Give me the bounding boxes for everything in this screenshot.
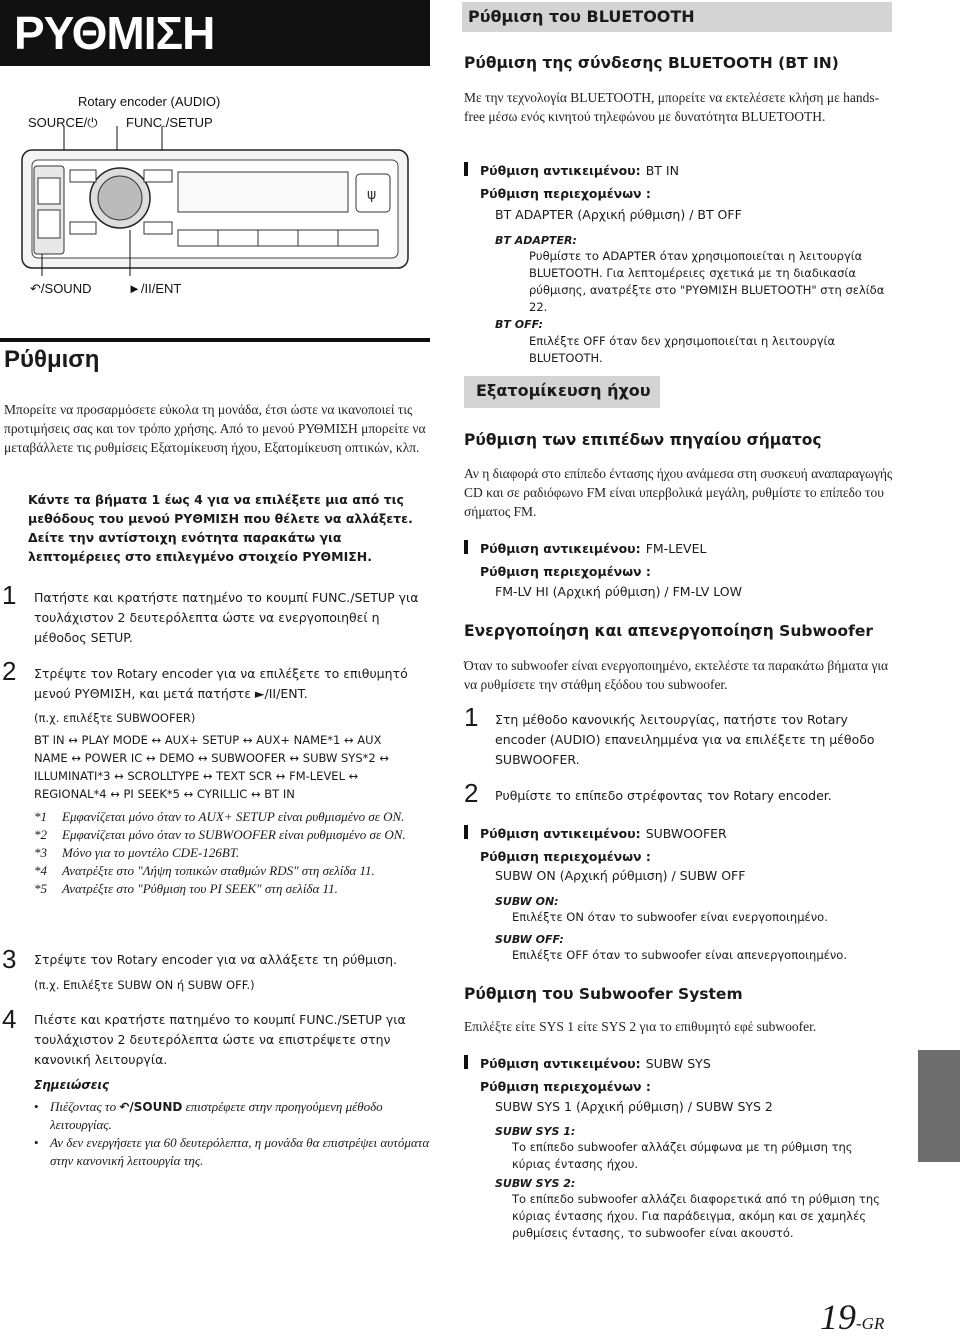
step-1-text: Πατήστε και κρατήστε πατημένο το κουμπί FUNC./SETUP για τουλάχιστον 2 δευτερόλεπτα ώστε να ενεργοποιηθεί η μέθοδος SETUP.: [34, 590, 419, 645]
bt-content-value: BT ADAPTER (Αρχική ρύθμιση) / BT OFF: [495, 207, 742, 222]
menu-chain: [34, 731, 430, 803]
note-pre: Πιέζοντας το: [50, 1099, 117, 1114]
fm-content-value: FM-LV HI (Αρχική ρύθμιση) / FM-LV LOW: [495, 584, 742, 599]
bt-item-row: [480, 160, 679, 179]
power-icon: ⏻: [87, 115, 98, 130]
step-4-number: 4: [2, 1004, 17, 1034]
display-window: [178, 172, 348, 212]
sub-def-term: SUBW OFF:: [495, 933, 564, 946]
fm-section-title: Ρύθμιση των επιπέδων πηγαίου σήματος: [464, 431, 822, 449]
note-text: Αν δεν ενεργήσετε για 60 δευτερόλεπτα, η μονάδα θα επιστρέψει αυτόματα στην κανονική λειτουργία της.: [50, 1135, 430, 1168]
sub-def-term: SUBW ON:: [495, 895, 559, 908]
note-key: [119, 1100, 182, 1114]
sys-content-value: SUBW SYS 1 (Αρχική ρύθμιση) / SUBW SYS 2: [495, 1099, 773, 1114]
back-icon: ↶: [30, 281, 41, 296]
fm-content-label: Ρύθμιση περιεχομένων :: [480, 564, 651, 579]
page-number: [820, 1296, 884, 1338]
step-3-text: Στρέψτε τον Rotary encoder για να αλλάξετε τη ρύθμιση.: [34, 952, 397, 967]
preset-key-a: [70, 170, 96, 182]
callout-sound: [30, 281, 91, 297]
callout-sound-label: /SOUND: [40, 281, 92, 296]
fm-item-row: [480, 538, 706, 557]
footnote: [34, 880, 430, 898]
page-title: ΡΥΘΜΙΣΗ: [14, 7, 215, 59]
sub-step-2-number: 2: [464, 778, 479, 808]
footnote-text: Εμφανίζεται μόνο όταν το AUX+ SETUP είναι ρυθμισμένο σε ON.: [62, 809, 405, 824]
sys-def-term: SUBW SYS 2:: [495, 1177, 576, 1190]
sys-section-title: Ρύθμιση του Subwoofer System: [464, 985, 743, 1003]
footnote-mark: *3: [34, 845, 47, 860]
rotary-knob-inner: [98, 176, 142, 220]
step-3-example: (π.χ. Επιλέξτε SUBW ON ή SUBW OFF.): [34, 978, 255, 992]
audio-banner: [464, 376, 660, 408]
step-3-number: 3: [2, 944, 17, 974]
menu-chain-line: ILLUMINATI*3 ↔ SCROLLTYPE ↔ TEXT SCR ↔ FM-LEVEL ↔: [34, 769, 359, 783]
sys-def-term: SUBW SYS 1:: [495, 1125, 576, 1138]
item-marker: [464, 825, 468, 839]
bluetooth-banner-title: Ρύθμιση του BLUETOOTH: [468, 7, 695, 26]
bt-def-term: BT OFF:: [495, 318, 543, 331]
sys-item-row: [480, 1053, 711, 1072]
item-label: Ρύθμιση αντικειμένου:: [480, 541, 641, 556]
sub-content-label: Ρύθμιση περιεχομένων :: [480, 849, 651, 864]
item-value: SUBW SYS: [645, 1056, 711, 1071]
audio-banner-title: Εξατομίκευση ήχου: [476, 381, 651, 400]
callout-ent-label: /ENT: [151, 281, 182, 296]
note-item: [34, 1134, 430, 1170]
item-value: BT IN: [645, 163, 679, 178]
svg-text:ψ: ψ: [367, 187, 377, 203]
item-value: FM-LEVEL: [645, 541, 707, 556]
sys-intro: Επιλέξτε είτε SYS 1 είτε SYS 2 για το επιθυμητό εφέ subwoofer.: [464, 1019, 817, 1034]
footnote-mark: *5: [34, 881, 47, 896]
bullet: •: [34, 1099, 39, 1114]
footnote: [34, 862, 430, 880]
bt-content-label: Ρύθμιση περιεχομένων :: [480, 186, 651, 201]
play-pause-icon: ►/II: [128, 281, 152, 296]
item-marker: [464, 162, 468, 176]
section-rule: [0, 338, 430, 342]
head-unit-illustration: [12, 126, 412, 276]
bt-intro: Με την τεχνολογία BLUETOOTH, μπορείτε να εκτελέσετε κλήση με hands-free μέσω ενός κινητού τηλεφώνου με δυνατότητα BLUETOOTH.: [464, 90, 880, 124]
item-marker: [464, 1055, 468, 1069]
example-label: (π.χ. επιλέξτε SUBWOOFER): [34, 711, 196, 725]
step-2-number: 2: [2, 656, 17, 686]
bt-def-term: BT ADAPTER:: [495, 234, 577, 247]
bluetooth-banner: [462, 2, 892, 32]
note-item: [34, 1098, 430, 1134]
bullet: •: [34, 1135, 39, 1150]
footnote-text: Ανατρέξτε στο "Λήψη τοπικών σταθμών RDS" στη σελίδα 11.: [62, 863, 375, 878]
menu-chain-line: NAME ↔ POWER IC ↔ DEMO ↔ SUBWOOFER ↔ SUBW SYS*2 ↔: [34, 751, 389, 765]
page-number-value: 19: [820, 1297, 856, 1337]
footnote-mark: *1: [34, 809, 47, 824]
footnote-mark: *4: [34, 863, 47, 878]
section-title: Ρύθμιση: [4, 346, 100, 373]
footnote: [34, 808, 430, 826]
note-key-label: /SOUND: [129, 1100, 183, 1114]
sub-def-desc: Επιλέξτε OFF όταν το subwoofer είναι απενεργοποιημένο.: [512, 948, 847, 962]
instruction-paragraph: Κάντε τα βήματα 1 έως 4 για να επιλέξετε μια από τις μεθόδους του μενού ΡΥΘΜΙΣΗ που θέλετε να αλλάξετε. Δείτε την αντίστοιχη ενότητα παρακάτω για λεπτομέρειες στο επιλεγμένο στοιχείο ΡΥΘΜΙΣΗ.: [28, 492, 413, 564]
item-marker: [464, 540, 468, 554]
sys-def-desc: Το επίπεδο subwoofer αλλάζει σύμφωνα με τη ρύθμιση της κύριας έντασης ήχου.: [512, 1140, 853, 1171]
page-title-banner: [0, 0, 430, 66]
note-post: επιστρέφετε στην προηγούμενη μέθοδο λειτουργίας.: [50, 1099, 383, 1132]
ent-key: [144, 222, 172, 234]
fm-intro: Αν η διαφορά στο επίπεδο έντασης ήχου ανάμεσα στη συσκευή αναπαραγωγής CD και σε ραδιόφωνο FM είναι υπερβολικά μεγάλη, ρυθμίστε το επίπεδο του σήματος FM.: [464, 466, 893, 519]
sub-step-1-number: 1: [464, 702, 479, 732]
item-label: Ρύθμιση αντικειμένου:: [480, 1056, 641, 1071]
callout-ent: [128, 281, 181, 296]
back-icon: ↶: [119, 1100, 130, 1114]
footnote-text: Ανατρέξτε στο "Ρύθμιση του PI SEEK" στη σελίδα 11.: [62, 881, 338, 896]
callout-source-label: SOURCE/: [28, 115, 88, 130]
item-value: SUBWOOFER: [645, 826, 727, 841]
footnote: [34, 826, 430, 844]
step-2-text: Στρέψτε τον Rotary encoder για να επιλέξετε το επιθυμητό μενού ΡΥΘΜΙΣΗ, και μετά πατήστε ►/II/ENT.: [34, 666, 408, 701]
item-label: Ρύθμιση αντικειμένου:: [480, 163, 641, 178]
footnote-text: Μόνο για το μοντέλο CDE-126BT.: [62, 845, 240, 860]
preset-buttons-row: [178, 230, 378, 246]
sound-button: [38, 210, 60, 238]
page-number-suffix: -GR: [856, 1314, 885, 1333]
menu-chain-line: BT IN ↔ PLAY MODE ↔ AUX+ SETUP ↔ AUX+ NAME*1 ↔ AUX: [34, 733, 382, 747]
sub-section-title: Ενεργοποίηση και απενεργοποίηση Subwoofer: [464, 622, 873, 640]
bt-section-title: Ρύθμιση της σύνδεσης BLUETOOTH (BT IN): [464, 54, 839, 72]
notes-title: Σημειώσεις: [34, 1078, 110, 1092]
item-label: Ρύθμιση αντικειμένου:: [480, 826, 641, 841]
func-key: [144, 170, 172, 182]
step-4-text: Πιέστε και κρατήστε πατημένο το κουμπί FUNC./SETUP για τουλάχιστον 2 δευτερόλεπτα ώστε να επιστρέψετε στην κανονική λειτουργία.: [34, 1012, 406, 1067]
sub-intro: Όταν το subwoofer είναι ενεργοποιημένο, εκτελέστε τα παρακάτω βήματα για να ρυθμίσετε την στάθμη εξόδου του subwoofer.: [464, 658, 889, 692]
bt-def-desc: Ρυθμίστε το ADAPTER όταν χρησιμοποιείται η λειτουργία BLUETOOTH. Για λεπτομέρειες σχετικά με τη διαδικασία ρύθμισης, ανατρέξτε στο "ΡΥΘΜΙΣΗ BLUETOOTH" στη σελίδα 22.: [529, 249, 885, 314]
chapter-tab: [918, 1050, 960, 1162]
step-1-number: 1: [2, 580, 17, 610]
sub-content-value: SUBW ON (Αρχική ρύθμιση) / SUBW OFF: [495, 868, 746, 883]
intro-paragraph: Μπορείτε να προσαρμόσετε εύκολα τη μονάδα, έτσι ώστε να ικανοποιεί τις προτιμήσεις σας και τον τρόπο χρήσης. Από το μενού ΡΥΘΜΙΣΗ μπορείτε να μεταβάλλετε τις ρυθμίσεις Εξατομίκευση ήχου, Εξατομίκευση οπτικών, κλπ.: [4, 402, 426, 455]
callout-func-setup: FUNC./SETUP: [126, 115, 213, 130]
bt-def-desc: Επιλέξτε OFF όταν δεν χρησιμοποιείται η λειτουργία BLUETOOTH.: [529, 334, 836, 365]
footnotes: [34, 808, 430, 898]
sub-item-row: [480, 823, 727, 842]
footnote: [34, 844, 430, 862]
menu-chain-line: REGIONAL*4 ↔ PI SEEK*5 ↔ CYRILLIC ↔ BT IN: [34, 787, 295, 801]
sound-key: [70, 222, 96, 234]
note-text: [50, 1098, 430, 1134]
footnote-text: Εμφανίζεται μόνο όταν το SUBWOOFER είναι ρυθμισμένο σε ON.: [62, 827, 406, 842]
sub-def-desc: Επιλέξτε ON όταν το subwoofer είναι ενεργοποιημένο.: [512, 910, 828, 924]
footnote-mark: *2: [34, 827, 47, 842]
notes-list: [34, 1098, 430, 1170]
sub-step-2-text: Ρυθμίστε το επίπεδο στρέφοντας τον Rotary encoder.: [495, 788, 832, 803]
source-button: [38, 178, 60, 204]
sys-def-desc: Το επίπεδο subwoofer αλλάζει διαφορετικά από τη ρύθμιση της κύριας έντασης ήχου. Για παράδειγμα, ακόμη και σε χαμηλές ρυθμίσεις έντασης, το subwoofer είναι ακουστό.: [512, 1192, 880, 1240]
callout-rotary-encoder: Rotary encoder (AUDIO): [78, 94, 221, 109]
sys-content-label: Ρύθμιση περιεχομένων :: [480, 1079, 651, 1094]
sub-step-1-text: Στη μέθοδο κανονικής λειτουργίας, πατήστε τον Rotary encoder (AUDIO) επανειλημμένα για να επιλέξετε τη μέθοδο SUBWOOFER.: [495, 712, 875, 767]
